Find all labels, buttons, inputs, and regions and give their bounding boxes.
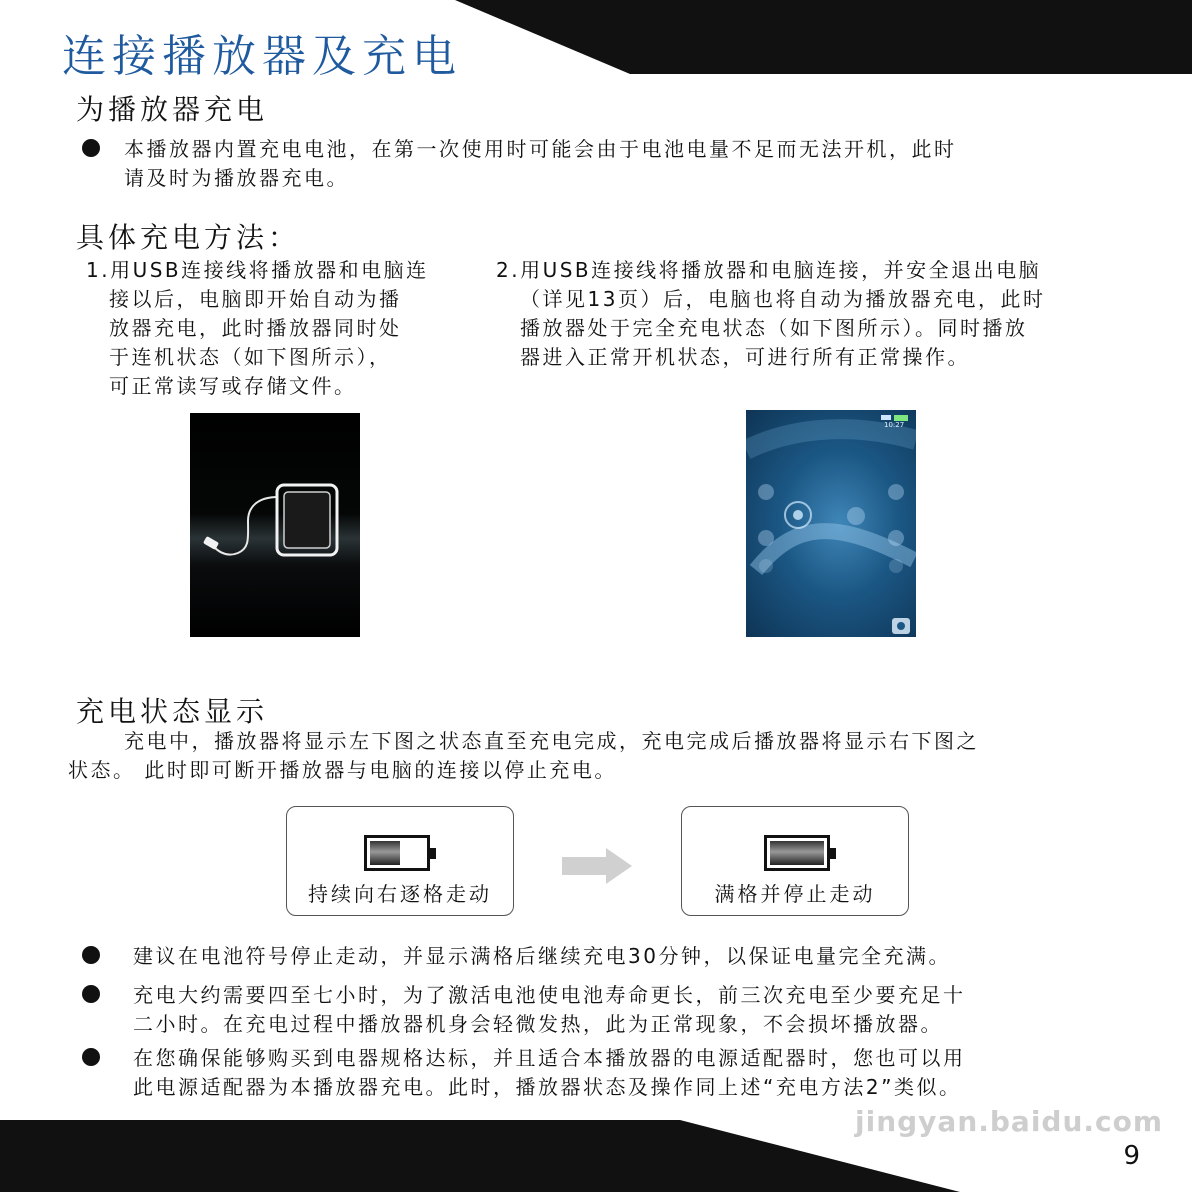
battery-full-icon <box>764 835 830 871</box>
bullet-icon <box>82 139 100 157</box>
bullet-icon <box>82 1048 100 1066</box>
section-heading-method: 具体充电方法： <box>76 221 301 254</box>
full-state-box <box>681 806 909 916</box>
status-desc-line2: 状态。 此时即可断开播放器与电脑的连接以停止充电。 <box>68 758 617 782</box>
note3-line1: 在您确保能够购买到电器规格达标，并且适合本播放器的电源适配器时，您也可以用 <box>133 1046 966 1070</box>
charge-text-line2: 请及时为播放器充电。 <box>124 166 349 190</box>
step2-line: 2.用USB连接线将播放器和电脑连接，并安全退出电脑 <box>496 258 1042 282</box>
full-label: 满格并停止走动 <box>714 882 876 906</box>
status-desc-line1: 充电中，播放器将显示左下图之状态直至充电完成，充电完成后播放器将显示右下图之 <box>124 729 979 753</box>
step2-line: （详见13页）后，电脑也将自动为播放器充电，此时 <box>520 287 1046 311</box>
usb-cable-icon <box>190 413 360 637</box>
battery-fill <box>770 841 824 865</box>
arrow-right-icon <box>562 848 634 884</box>
charge-text-line1: 本播放器内置充电电池，在第一次使用时可能会由于电池电量不足而无法开机，此时 <box>124 137 957 161</box>
page-number: 9 <box>1123 1141 1140 1171</box>
home-screen-graphic <box>746 410 916 637</box>
bullet-icon <box>82 946 100 964</box>
step1-line: 于连机状态（如下图所示）， <box>109 345 392 369</box>
charging-state-box <box>286 806 514 916</box>
battery-fill <box>370 841 400 865</box>
section-heading-status: 充电状态显示 <box>76 695 269 728</box>
status-time: 10:27 <box>884 421 905 429</box>
page-title: 连接播放器及充电 <box>62 31 462 82</box>
bullet-icon <box>82 985 100 1003</box>
note2-line2: 二小时。在充电过程中播放器机身会轻微发热，此为正常现象，不会损坏播放器。 <box>133 1012 943 1036</box>
battery-charging-icon <box>364 835 430 871</box>
step1-line: 接以后，电脑即开始自动为播 <box>109 287 402 311</box>
step1-line: 1.用USB连接线将播放器和电脑连 <box>86 258 429 282</box>
note2-line1: 充电大约需要四至七小时，为了激活电池使电池寿命更长，前三次充电至少要充足十 <box>133 983 966 1007</box>
usb-connection-screen <box>190 413 360 637</box>
charging-label: 持续向右逐格走动 <box>308 882 492 906</box>
home-screen <box>746 410 916 637</box>
step2-line: 器进入正常开机状态，可进行所有正常操作。 <box>520 345 970 369</box>
step1-line: 可正常读写或存储文件。 <box>109 374 357 398</box>
note3-line2: 此电源适配器为本播放器充电。此时，播放器状态及操作同上述“充电方法2”类似。 <box>133 1075 962 1099</box>
watermark: jingyan.baidu.com <box>855 1105 1164 1138</box>
section-heading-charge: 为播放器充电 <box>76 93 269 126</box>
battery-tip <box>430 848 436 859</box>
battery-tip <box>830 848 836 859</box>
step2-line: 播放器处于完全充电状态（如下图所示）。同时播放 <box>520 316 1028 340</box>
step1-line: 放器充电，此时播放器同时处 <box>109 316 402 340</box>
note1-text: 建议在电池符号停止走动，并显示满格后继续充电30分钟，以保证电量完全充满。 <box>133 944 951 968</box>
